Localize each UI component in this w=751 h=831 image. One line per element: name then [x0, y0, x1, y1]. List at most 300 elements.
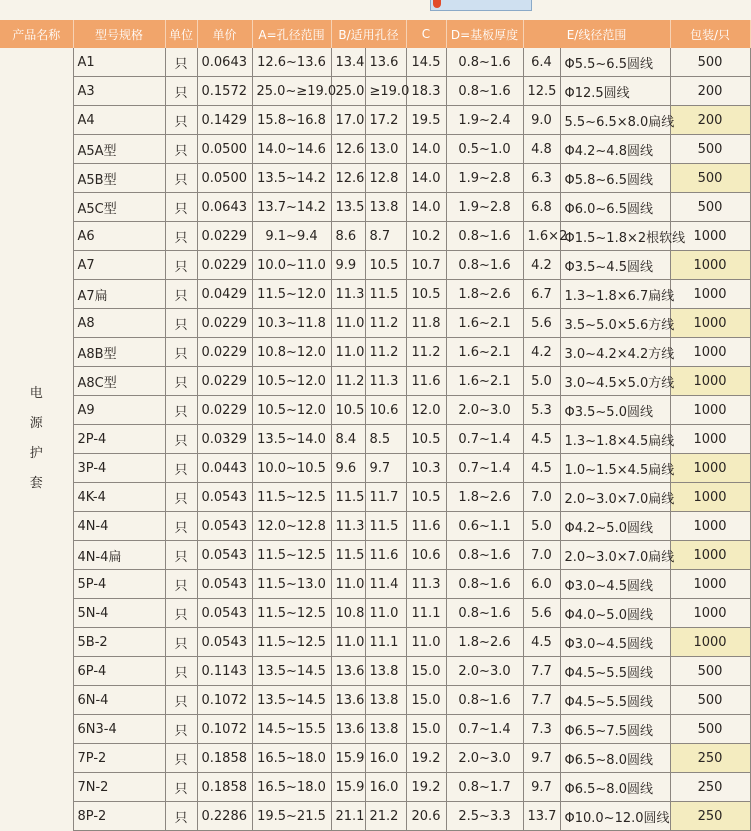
unit-cell: 只	[165, 164, 197, 193]
category-char: 源	[29, 416, 43, 432]
price-cell: 0.0229	[197, 222, 252, 251]
c-dimension-cell: 14.5	[406, 48, 446, 77]
wire-size-cell: 7.7	[523, 686, 560, 715]
unit-cell: 只	[165, 222, 197, 251]
wire-size-cell: 9.7	[523, 744, 560, 773]
board-thickness-cell: 1.6~2.1	[446, 338, 523, 367]
unit-cell: 只	[165, 628, 197, 657]
board-thickness-cell: 0.6~1.1	[446, 512, 523, 541]
table-row	[0, 773, 750, 802]
pack-qty-cell: 250	[670, 773, 750, 802]
model-cell: 5N-4	[73, 599, 165, 628]
pack-qty-cell: 1000	[670, 309, 750, 338]
price-cell: 0.0443	[197, 454, 252, 483]
wire-size-cell: 12.5	[523, 77, 560, 106]
table-row	[0, 251, 750, 280]
c-dimension-cell: 18.3	[406, 77, 446, 106]
hole-range-cell: 11.5~12.5	[252, 628, 331, 657]
price-cell: 0.0543	[197, 570, 252, 599]
fit-hole-max-cell: 21.2	[365, 802, 406, 831]
c-dimension-cell: 11.6	[406, 512, 446, 541]
price-cell: 0.0329	[197, 425, 252, 454]
hole-range-cell: 10.5~12.0	[252, 367, 331, 396]
c-dimension-cell: 19.2	[406, 744, 446, 773]
fit-hole-max-cell: 17.2	[365, 106, 406, 135]
hole-range-cell: 11.5~13.0	[252, 570, 331, 599]
fit-hole-max-cell: 11.0	[365, 599, 406, 628]
price-cell: 0.1858	[197, 773, 252, 802]
board-thickness-cell: 1.9~2.8	[446, 164, 523, 193]
wire-range-cell: Φ4.2~5.0圆线	[560, 512, 670, 541]
table-row	[0, 164, 750, 193]
fit-hole-max-cell: 13.8	[365, 686, 406, 715]
hole-range-cell: 10.8~12.0	[252, 338, 331, 367]
price-cell: 0.0543	[197, 628, 252, 657]
wire-range-cell: Φ3.5~4.5圆线	[560, 251, 670, 280]
c-dimension-cell: 19.5	[406, 106, 446, 135]
wire-size-cell: 6.4	[523, 48, 560, 77]
wire-size-cell: 7.0	[523, 541, 560, 570]
table-row	[0, 483, 750, 512]
fit-hole-max-cell: 11.2	[365, 309, 406, 338]
unit-cell: 只	[165, 802, 197, 831]
model-cell: A9	[73, 396, 165, 425]
pack-qty-cell: 1000	[670, 541, 750, 570]
pack-qty-cell: 1000	[670, 367, 750, 396]
unit-cell: 只	[165, 512, 197, 541]
unit-cell: 只	[165, 77, 197, 106]
wire-size-cell: 4.5	[523, 454, 560, 483]
price-cell: 0.1072	[197, 686, 252, 715]
wire-range-cell: Φ5.8~6.5圆线	[560, 164, 670, 193]
board-thickness-cell: 1.9~2.8	[446, 193, 523, 222]
wire-range-cell: 1.0~1.5×4.5扁线	[560, 454, 670, 483]
hole-range-cell: 14.5~15.5	[252, 715, 331, 744]
hole-range-cell: 10.0~10.5	[252, 454, 331, 483]
pack-qty-cell: 500	[670, 686, 750, 715]
unit-cell: 只	[165, 599, 197, 628]
unit-cell: 只	[165, 686, 197, 715]
wire-range-cell: 3.0~4.5×5.0方线	[560, 367, 670, 396]
unit-cell: 只	[165, 773, 197, 802]
wire-range-cell: Φ6.5~8.0圆线	[560, 744, 670, 773]
table-row	[0, 193, 750, 222]
table-row	[0, 454, 750, 483]
price-cell: 0.0229	[197, 251, 252, 280]
fit-hole-min-cell: 11.0	[331, 628, 365, 657]
model-cell: 5B-2	[73, 628, 165, 657]
board-thickness-cell: 0.5~1.0	[446, 135, 523, 164]
board-thickness-cell: 2.0~3.0	[446, 396, 523, 425]
table-row	[0, 135, 750, 164]
fit-hole-max-cell: 11.7	[365, 483, 406, 512]
unit-cell: 只	[165, 309, 197, 338]
wire-size-cell: 4.5	[523, 425, 560, 454]
board-thickness-cell: 2.0~3.0	[446, 657, 523, 686]
fit-hole-max-cell: 11.5	[365, 280, 406, 309]
badge-logo-icon	[433, 0, 441, 8]
unit-cell: 只	[165, 367, 197, 396]
fit-hole-max-cell: 9.7	[365, 454, 406, 483]
board-thickness-cell: 0.7~1.4	[446, 425, 523, 454]
spec-table	[0, 20, 751, 831]
c-dimension-cell: 10.5	[406, 483, 446, 512]
wire-range-cell: 1.3~1.8×6.7扁线	[560, 280, 670, 309]
model-cell: 3P-4	[73, 454, 165, 483]
wire-size-cell: 5.6	[523, 599, 560, 628]
wire-size-cell: 5.6	[523, 309, 560, 338]
fit-hole-min-cell: 13.6	[331, 657, 365, 686]
c-dimension-cell: 11.1	[406, 599, 446, 628]
c-dimension-cell: 11.3	[406, 570, 446, 599]
fit-hole-min-cell: 11.5	[331, 541, 365, 570]
hole-range-cell: 11.5~12.5	[252, 483, 331, 512]
wire-size-cell: 1.6×2	[523, 222, 560, 251]
model-cell: A8	[73, 309, 165, 338]
model-cell: A5A型	[73, 135, 165, 164]
c-dimension-cell: 10.7	[406, 251, 446, 280]
wire-range-cell: Φ3.0~4.5圆线	[560, 628, 670, 657]
wire-size-cell: 6.7	[523, 280, 560, 309]
fit-hole-max-cell: 10.5	[365, 251, 406, 280]
header-c: C	[406, 20, 446, 48]
wire-range-cell: 2.0~3.0×7.0扁线	[560, 483, 670, 512]
model-cell: A8C型	[73, 367, 165, 396]
table-row	[0, 425, 750, 454]
board-thickness-cell: 0.7~1.4	[446, 715, 523, 744]
fit-hole-max-cell: 11.5	[365, 512, 406, 541]
hole-range-cell: 10.3~11.8	[252, 309, 331, 338]
model-cell: A4	[73, 106, 165, 135]
fit-hole-min-cell: 9.6	[331, 454, 365, 483]
wire-range-cell: Φ1.5~1.8×2根软线	[560, 222, 670, 251]
wire-range-cell: 3.5~5.0×5.6方线	[560, 309, 670, 338]
category-char: 护	[29, 446, 43, 462]
wire-range-cell: Φ6.5~8.0圆线	[560, 773, 670, 802]
pack-qty-cell: 500	[670, 48, 750, 77]
c-dimension-cell: 19.2	[406, 773, 446, 802]
wire-range-cell: Φ5.5~6.5圆线	[560, 48, 670, 77]
unit-cell: 只	[165, 193, 197, 222]
c-dimension-cell: 15.0	[406, 686, 446, 715]
price-cell: 0.1572	[197, 77, 252, 106]
wire-size-cell: 9.7	[523, 773, 560, 802]
board-thickness-cell: 1.8~2.6	[446, 280, 523, 309]
price-cell: 0.0229	[197, 396, 252, 425]
pack-qty-cell: 1000	[670, 425, 750, 454]
wire-size-cell: 4.2	[523, 338, 560, 367]
board-thickness-cell: 0.7~1.4	[446, 454, 523, 483]
fit-hole-min-cell: 12.6	[331, 135, 365, 164]
board-thickness-cell: 0.8~1.6	[446, 599, 523, 628]
price-cell: 0.0643	[197, 48, 252, 77]
wire-range-cell: Φ10.0~12.0圆线	[560, 802, 670, 831]
pack-qty-cell: 1000	[670, 483, 750, 512]
header-b: B/适用孔径	[331, 20, 406, 48]
pack-qty-cell: 1000	[670, 599, 750, 628]
category-cell	[0, 48, 73, 831]
wire-size-cell: 7.0	[523, 483, 560, 512]
c-dimension-cell: 15.0	[406, 657, 446, 686]
pack-qty-cell: 1000	[670, 570, 750, 599]
fit-hole-min-cell: 10.5	[331, 396, 365, 425]
pack-qty-cell: 500	[670, 657, 750, 686]
unit-cell: 只	[165, 338, 197, 367]
model-cell: 4N-4扁	[73, 541, 165, 570]
model-cell: A6	[73, 222, 165, 251]
unit-cell: 只	[165, 744, 197, 773]
fit-hole-min-cell: 8.6	[331, 222, 365, 251]
pack-qty-cell: 1000	[670, 628, 750, 657]
wire-size-cell: 4.8	[523, 135, 560, 164]
board-thickness-cell: 1.8~2.6	[446, 628, 523, 657]
price-cell: 0.0229	[197, 367, 252, 396]
unit-cell: 只	[165, 135, 197, 164]
fit-hole-min-cell: 13.6	[331, 715, 365, 744]
fit-hole-min-cell: 15.9	[331, 773, 365, 802]
wire-range-cell: 2.0~3.0×7.0扁线	[560, 541, 670, 570]
pack-qty-cell: 200	[670, 106, 750, 135]
model-cell: 4K-4	[73, 483, 165, 512]
fit-hole-min-cell: 8.4	[331, 425, 365, 454]
table-row	[0, 686, 750, 715]
fit-hole-min-cell: 13.5	[331, 193, 365, 222]
wire-range-cell: 3.0~4.2×4.2方线	[560, 338, 670, 367]
board-thickness-cell: 0.8~1.6	[446, 48, 523, 77]
price-cell: 0.0643	[197, 193, 252, 222]
fit-hole-min-cell: 25.0	[331, 77, 365, 106]
c-dimension-cell: 11.6	[406, 367, 446, 396]
header-pack: 包装/只	[670, 20, 750, 48]
price-cell: 0.0543	[197, 541, 252, 570]
fit-hole-max-cell: 10.6	[365, 396, 406, 425]
c-dimension-cell: 11.2	[406, 338, 446, 367]
c-dimension-cell: 14.0	[406, 193, 446, 222]
price-cell: 0.0543	[197, 512, 252, 541]
pack-qty-cell: 1000	[670, 396, 750, 425]
price-cell: 0.0429	[197, 280, 252, 309]
c-dimension-cell: 10.3	[406, 454, 446, 483]
model-cell: A7	[73, 251, 165, 280]
price-cell: 0.0543	[197, 599, 252, 628]
c-dimension-cell: 15.0	[406, 715, 446, 744]
wire-range-cell: Φ6.5~7.5圆线	[560, 715, 670, 744]
board-thickness-cell: 0.8~1.6	[446, 251, 523, 280]
table-row	[0, 309, 750, 338]
hole-range-cell: 11.5~12.5	[252, 599, 331, 628]
wire-size-cell: 9.0	[523, 106, 560, 135]
wire-range-cell: Φ4.5~5.5圆线	[560, 686, 670, 715]
unit-cell: 只	[165, 251, 197, 280]
table-row	[0, 715, 750, 744]
hole-range-cell: 16.5~18.0	[252, 773, 331, 802]
fit-hole-min-cell: 13.6	[331, 686, 365, 715]
unit-cell: 只	[165, 48, 197, 77]
board-thickness-cell: 0.8~1.6	[446, 222, 523, 251]
fit-hole-min-cell: 10.8	[331, 599, 365, 628]
fit-hole-min-cell: 11.0	[331, 309, 365, 338]
header-model: 型号规格	[73, 20, 165, 48]
fit-hole-max-cell: 8.7	[365, 222, 406, 251]
wire-range-cell: 5.5~6.5×8.0扁线	[560, 106, 670, 135]
price-cell: 0.1429	[197, 106, 252, 135]
board-thickness-cell: 0.8~1.6	[446, 686, 523, 715]
wire-range-cell: Φ4.5~5.5圆线	[560, 657, 670, 686]
c-dimension-cell: 11.8	[406, 309, 446, 338]
model-cell: A5C型	[73, 193, 165, 222]
table-row	[0, 657, 750, 686]
table-body	[0, 48, 750, 831]
hole-range-cell: 14.0~14.6	[252, 135, 331, 164]
corner-badge	[430, 0, 532, 11]
unit-cell: 只	[165, 454, 197, 483]
wire-size-cell: 13.7	[523, 802, 560, 831]
model-cell: A5B型	[73, 164, 165, 193]
hole-range-cell: 15.8~16.8	[252, 106, 331, 135]
header-unit: 单位	[165, 20, 197, 48]
board-thickness-cell: 0.8~1.6	[446, 570, 523, 599]
pack-qty-cell: 500	[670, 193, 750, 222]
model-cell: 8P-2	[73, 802, 165, 831]
price-cell: 0.0500	[197, 164, 252, 193]
table-row	[0, 77, 750, 106]
fit-hole-min-cell: 17.0	[331, 106, 365, 135]
wire-size-cell: 6.8	[523, 193, 560, 222]
table-row	[0, 512, 750, 541]
wire-size-cell: 6.3	[523, 164, 560, 193]
pack-qty-cell: 1000	[670, 512, 750, 541]
hole-range-cell: 19.5~21.5	[252, 802, 331, 831]
pack-qty-cell: 1000	[670, 222, 750, 251]
c-dimension-cell: 10.2	[406, 222, 446, 251]
fit-hole-min-cell: 21.1	[331, 802, 365, 831]
fit-hole-min-cell: 11.0	[331, 570, 365, 599]
wire-range-cell: Φ4.0~5.0圆线	[560, 599, 670, 628]
category-char: 套	[29, 476, 43, 492]
fit-hole-min-cell: 11.2	[331, 367, 365, 396]
hole-range-cell: 25.0~≥19.0	[252, 77, 331, 106]
table-row	[0, 396, 750, 425]
pack-qty-cell: 1000	[670, 338, 750, 367]
table-row	[0, 280, 750, 309]
wire-range-cell: Φ3.5~5.0圆线	[560, 396, 670, 425]
fit-hole-max-cell: 13.8	[365, 657, 406, 686]
hole-range-cell: 12.0~12.8	[252, 512, 331, 541]
wire-size-cell: 5.0	[523, 367, 560, 396]
wire-range-cell: Φ3.0~4.5圆线	[560, 570, 670, 599]
hole-range-cell: 13.5~14.2	[252, 164, 331, 193]
header-row	[0, 20, 750, 48]
pack-qty-cell: 500	[670, 164, 750, 193]
hole-range-cell: 10.5~12.0	[252, 396, 331, 425]
table-row	[0, 599, 750, 628]
hole-range-cell: 11.5~12.0	[252, 280, 331, 309]
fit-hole-min-cell: 9.9	[331, 251, 365, 280]
pack-qty-cell: 500	[670, 135, 750, 164]
pack-qty-cell: 500	[670, 715, 750, 744]
unit-cell: 只	[165, 483, 197, 512]
model-cell: A8B型	[73, 338, 165, 367]
model-cell: 4N-4	[73, 512, 165, 541]
board-thickness-cell: 1.6~2.1	[446, 309, 523, 338]
hole-range-cell: 13.5~14.5	[252, 686, 331, 715]
board-thickness-cell: 2.0~3.0	[446, 744, 523, 773]
table-row	[0, 744, 750, 773]
price-cell: 0.0500	[197, 135, 252, 164]
fit-hole-min-cell: 11.3	[331, 280, 365, 309]
c-dimension-cell: 10.5	[406, 425, 446, 454]
fit-hole-max-cell: 11.6	[365, 541, 406, 570]
pack-qty-cell: 1000	[670, 251, 750, 280]
pack-qty-cell: 1000	[670, 454, 750, 483]
table-row	[0, 222, 750, 251]
model-cell: A1	[73, 48, 165, 77]
wire-size-cell: 7.7	[523, 657, 560, 686]
table-row	[0, 541, 750, 570]
table-row	[0, 628, 750, 657]
price-cell: 0.0229	[197, 309, 252, 338]
price-cell: 0.0229	[197, 338, 252, 367]
fit-hole-min-cell: 15.9	[331, 744, 365, 773]
fit-hole-max-cell: 11.1	[365, 628, 406, 657]
model-cell: 7N-2	[73, 773, 165, 802]
hole-range-cell: 10.0~11.0	[252, 251, 331, 280]
table-row	[0, 802, 750, 831]
unit-cell: 只	[165, 425, 197, 454]
fit-hole-min-cell: 11.3	[331, 512, 365, 541]
hole-range-cell: 13.5~14.0	[252, 425, 331, 454]
fit-hole-max-cell: 12.8	[365, 164, 406, 193]
fit-hole-min-cell: 12.6	[331, 164, 365, 193]
model-cell: 5P-4	[73, 570, 165, 599]
unit-cell: 只	[165, 106, 197, 135]
table-row	[0, 48, 750, 77]
table-row	[0, 106, 750, 135]
table-row	[0, 338, 750, 367]
model-cell: A7扁	[73, 280, 165, 309]
header-price: 单价	[197, 20, 252, 48]
wire-size-cell: 5.3	[523, 396, 560, 425]
board-thickness-cell: 2.5~3.3	[446, 802, 523, 831]
c-dimension-cell: 11.0	[406, 628, 446, 657]
fit-hole-min-cell: 13.4	[331, 48, 365, 77]
price-cell: 0.0543	[197, 483, 252, 512]
c-dimension-cell: 14.0	[406, 135, 446, 164]
unit-cell: 只	[165, 541, 197, 570]
model-cell: 6P-4	[73, 657, 165, 686]
c-dimension-cell: 14.0	[406, 164, 446, 193]
board-thickness-cell: 1.6~2.1	[446, 367, 523, 396]
pack-qty-cell: 250	[670, 802, 750, 831]
fit-hole-max-cell: 13.0	[365, 135, 406, 164]
wire-range-cell: Φ6.0~6.5圆线	[560, 193, 670, 222]
fit-hole-max-cell: 16.0	[365, 744, 406, 773]
header-category: 产品名称	[0, 20, 73, 48]
board-thickness-cell: 0.8~1.6	[446, 541, 523, 570]
wire-range-cell: 1.3~1.8×4.5扁线	[560, 425, 670, 454]
hole-range-cell: 13.7~14.2	[252, 193, 331, 222]
wire-size-cell: 4.5	[523, 628, 560, 657]
unit-cell: 只	[165, 396, 197, 425]
wire-size-cell: 4.2	[523, 251, 560, 280]
fit-hole-max-cell: 11.4	[365, 570, 406, 599]
model-cell: 6N3-4	[73, 715, 165, 744]
fit-hole-max-cell: 16.0	[365, 773, 406, 802]
unit-cell: 只	[165, 570, 197, 599]
unit-cell: 只	[165, 657, 197, 686]
hole-range-cell: 11.5~12.5	[252, 541, 331, 570]
header-a: A=孔径范围	[252, 20, 331, 48]
